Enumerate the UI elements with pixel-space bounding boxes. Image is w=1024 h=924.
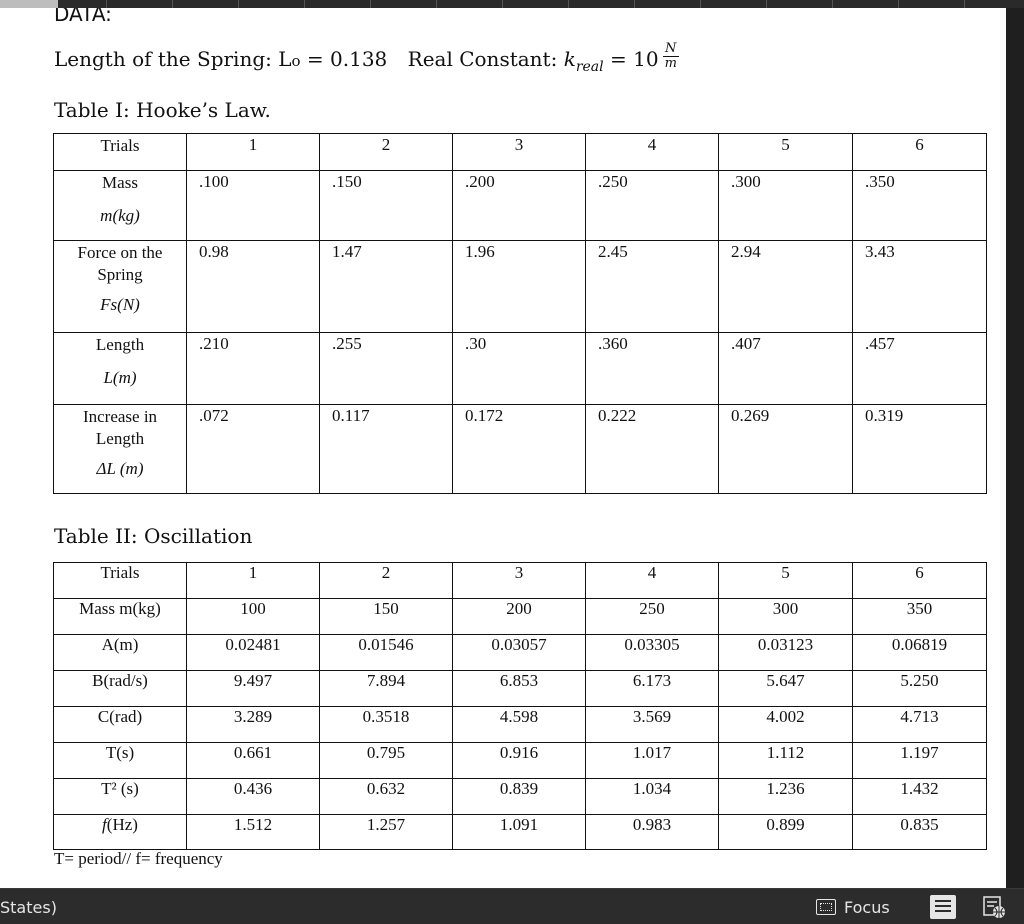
table-cell: 150 — [320, 599, 453, 635]
length-row-label: Length L(m) — [54, 333, 187, 405]
table-cell: 3.43 — [853, 241, 987, 333]
real-constant-label: Real Constant: — [407, 47, 558, 71]
trial-number: 5 — [719, 134, 853, 171]
table-cell: 4.002 — [719, 707, 853, 743]
table-cell: .210 — [187, 333, 320, 405]
table-cell: 0.632 — [320, 779, 453, 815]
vertical-scrollbar[interactable] — [1006, 8, 1024, 888]
table-cell: .072 — [187, 405, 320, 494]
table-cell: 3.569 — [586, 707, 719, 743]
table-cell: .150 — [320, 171, 453, 241]
table-row — [54, 405, 987, 494]
k-real-symbol: $k_{real}$ — [563, 47, 604, 75]
window-top-edge — [0, 0, 1024, 8]
trial-number: 5 — [719, 563, 853, 599]
footnote: T= period// f= frequency — [54, 849, 223, 868]
table-cell: 4.713 — [853, 707, 987, 743]
table-cell: .200 — [453, 171, 586, 241]
table-cell: 1.257 — [320, 815, 453, 850]
table-cell: .255 — [320, 333, 453, 405]
table-cell: 1.96 — [453, 241, 586, 333]
table-cell: 0.795 — [320, 743, 453, 779]
table-row — [54, 779, 987, 815]
table-cell: 1.47 — [320, 241, 453, 333]
focus-label: Focus — [844, 897, 890, 917]
table-cell: 200 — [453, 599, 586, 635]
table-cell: 1.017 — [586, 743, 719, 779]
table-cell: 6.173 — [586, 671, 719, 707]
row-label: C(rad) — [54, 707, 187, 743]
table-row — [54, 333, 987, 405]
row-label: Mass m(kg) — [54, 599, 187, 635]
status-bar — [0, 888, 1024, 924]
table-cell: 0.03305 — [586, 635, 719, 671]
row-label: B(rad/s) — [54, 671, 187, 707]
trials-header: Trials — [54, 134, 187, 171]
trial-number: 1 — [187, 563, 320, 599]
table-cell: 300 — [719, 599, 853, 635]
table-cell: 0.02481 — [187, 635, 320, 671]
table-row — [54, 134, 987, 171]
spring-length-value: = 0.138 — [306, 47, 388, 71]
table-row — [54, 171, 987, 241]
table-cell: 0.03123 — [719, 635, 853, 671]
trial-number: 4 — [586, 563, 719, 599]
table-cell: 350 — [853, 599, 987, 635]
k-real-value: = 10 — [609, 47, 659, 71]
table-cell: 4.598 — [453, 707, 586, 743]
table-cell: .407 — [719, 333, 853, 405]
table-cell: 7.894 — [320, 671, 453, 707]
web-layout-view-icon[interactable] — [982, 895, 1006, 919]
document-page — [0, 8, 1006, 888]
trial-number: 1 — [187, 134, 320, 171]
table-cell: 5.647 — [719, 671, 853, 707]
table-cell: 0.172 — [453, 405, 586, 494]
trial-number: 4 — [586, 134, 719, 171]
ruler-tab[interactable] — [0, 0, 58, 8]
table-cell: 1.112 — [719, 743, 853, 779]
table-cell: 5.250 — [853, 671, 987, 707]
table-cell: .250 — [586, 171, 719, 241]
table-cell: 6.853 — [453, 671, 586, 707]
row-label: A(m) — [54, 635, 187, 671]
table-cell: 1.034 — [586, 779, 719, 815]
table1-caption: Table I: Hooke’s Law. — [54, 98, 271, 122]
force-row-label: Force on the Spring Fs(N) — [54, 241, 187, 333]
trial-number: 3 — [453, 134, 586, 171]
table-row — [54, 563, 987, 599]
table-cell: 0.983 — [586, 815, 719, 850]
table-cell: .350 — [853, 171, 987, 241]
print-layout-view-icon[interactable] — [930, 895, 956, 919]
table-cell: 0.835 — [853, 815, 987, 850]
spring-length-label: Length of the Spring: L — [54, 47, 292, 71]
table-row — [54, 815, 987, 850]
focus-icon — [816, 899, 836, 915]
hookes-law-table — [53, 133, 987, 494]
table-cell: 0.899 — [719, 815, 853, 850]
focus-button[interactable] — [816, 897, 890, 917]
trials-header: Trials — [54, 563, 187, 599]
table-row — [54, 635, 987, 671]
row-label: f(Hz) — [54, 815, 187, 850]
table-row — [54, 241, 987, 333]
row-label: T(s) — [54, 743, 187, 779]
table-cell: 1.236 — [719, 779, 853, 815]
table-cell: 0.98 — [187, 241, 320, 333]
table-cell: 1.091 — [453, 815, 586, 850]
newton-per-meter-unit: $\frac{N}{m}$ — [664, 41, 677, 71]
table-cell: 1.512 — [187, 815, 320, 850]
data-heading: DATA: — [54, 8, 112, 26]
table-cell: 100 — [187, 599, 320, 635]
trial-number: 6 — [853, 563, 987, 599]
table-cell: 0.661 — [187, 743, 320, 779]
trial-number: 3 — [453, 563, 586, 599]
table-cell: .300 — [719, 171, 853, 241]
table-row — [54, 671, 987, 707]
table-cell: .360 — [586, 333, 719, 405]
table-row — [54, 743, 987, 779]
table-cell: 0.839 — [453, 779, 586, 815]
row-label: T² (s) — [54, 779, 187, 815]
table-cell: .100 — [187, 171, 320, 241]
ruler-ticks — [40, 0, 980, 8]
table-cell: 250 — [586, 599, 719, 635]
table-row — [54, 599, 987, 635]
mass-row-label: Mass m(kg) — [54, 171, 187, 241]
table-cell: .30 — [453, 333, 586, 405]
table-cell: .457 — [853, 333, 987, 405]
increase-row-label: Increase in Length ΔL (m) — [54, 405, 187, 494]
table-cell: 2.45 — [586, 241, 719, 333]
table-cell: 0.3518 — [320, 707, 453, 743]
table-cell: 0.03057 — [453, 635, 586, 671]
table-cell: 0.436 — [187, 779, 320, 815]
table-cell: 3.289 — [187, 707, 320, 743]
trial-number: 2 — [320, 134, 453, 171]
table-cell: 1.197 — [853, 743, 987, 779]
table-cell: 1.432 — [853, 779, 987, 815]
table-cell: 0.01546 — [320, 635, 453, 671]
table-cell: 0.06819 — [853, 635, 987, 671]
table-cell: 0.117 — [320, 405, 453, 494]
trial-number: 2 — [320, 563, 453, 599]
table-cell: 0.269 — [719, 405, 853, 494]
trial-number: 6 — [853, 134, 987, 171]
table-cell: 0.319 — [853, 405, 987, 494]
oscillation-table — [53, 562, 987, 850]
spring-info-line — [54, 41, 679, 75]
table-cell: 9.497 — [187, 671, 320, 707]
table2-caption: Table II: Oscillation — [54, 524, 253, 548]
table-cell: 0.916 — [453, 743, 586, 779]
table-row — [54, 707, 987, 743]
spring-length-subscript: o — [291, 52, 301, 70]
language-status[interactable]: States) — [0, 898, 57, 917]
table-cell: 0.222 — [586, 405, 719, 494]
table-cell: 2.94 — [719, 241, 853, 333]
